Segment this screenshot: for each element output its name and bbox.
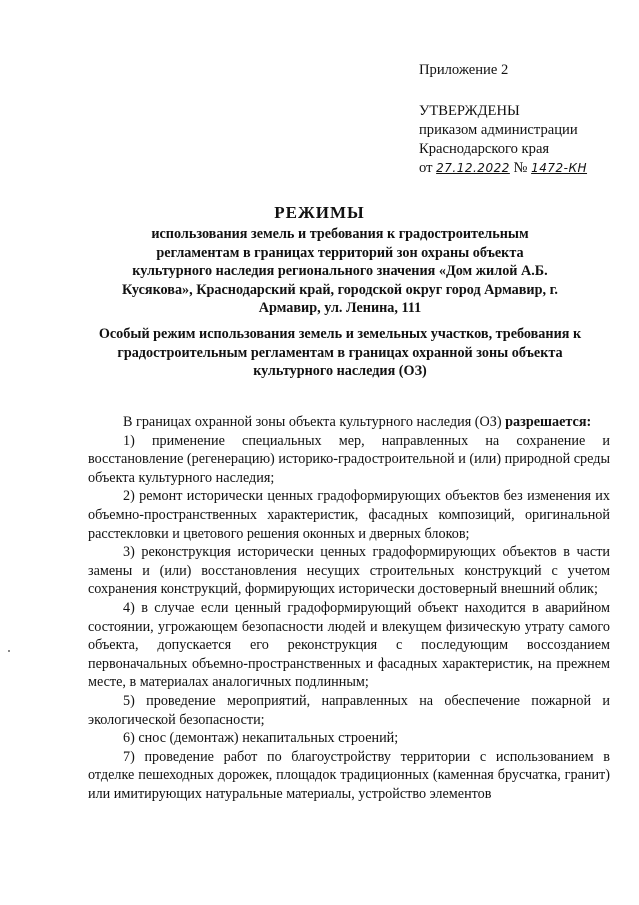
allowed-label: разрешается: [505,414,592,430]
list-item: 4) в случае если ценный градоформирующий объект находится в аварийном состоянии, угрожающем безопасности людей и влекущем физическую утрату самого объекта, допускается его реконструкция с последующим воссозданием первоначальных объемно-пространственных и фасадных характеристик, на прежнем месте, в материалах аналогичных подлинным; [88,599,610,691]
scan-speck [8,650,10,652]
approval-block [419,61,587,178]
section-heading: Особый режим использования земель и земельных участков, требования к градостроительным регламентам в границах охранной зоны объекта культурного наследия (ОЗ) [98,326,582,379]
intro-text: В границах охранной зоны объекта культурного наследия (ОЗ) [123,414,502,430]
intro-paragraph [88,413,610,432]
handwritten-number: 1472-КН [531,161,588,175]
approved-region-line: Краснодарского края [419,141,550,157]
from-prefix: от [419,160,433,176]
list-item: 5) проведение мероприятий, направленных на обеспечение пожарной и экологической безопасности; [88,692,610,728]
document-subtitle: использования земель и требования к градостроительным регламентам в границах территорий зон охраны объекта культурного наследия регионального значения «Дом жилой А.Б. Кусякова», Краснодарский край, городской округ город Армавир, г. Армавир, ул. Ленина, 111 [122,226,558,316]
document-body [88,413,610,803]
handwritten-date: 27.12.2022 [436,161,510,175]
order-date-line [419,159,587,178]
approved-by-line: приказом администрации [419,122,578,138]
list-item: 1) применение специальных мер, направленных на сохранение и восстановление (регенерацию) историко-градостроительной и (или) природной среды объекта культурного наследия; [88,432,610,486]
number-prefix: № [513,160,528,176]
appendix-label: Приложение 2 [419,62,509,78]
list-item: 3) реконструкция исторически ценных градоформирующих объектов в части замены и (или) восстановления несущих строительных конструкций с учетом сохранения конструкций, формирующих исторически достоверный внешний облик; [88,544,610,598]
list-item: 7) проведение работ по благоустройству территории с использованием в отделке пешеходных дорожек, площадок традиционных (каменная брусчатка, гранит) или имитирующих натуральные материалы, устройство элементов [88,748,610,802]
list-item: 6) снос (демонтаж) некапитальных строений; [123,730,399,747]
list-item: 2) ремонт исторически ценных градоформирующих объектов без изменения их объемно-пространственных характеристик, фасадных композиций, оригинальной расстекловки и цветового решения оконных и дверных блоков; [88,488,610,542]
document-title: РЕЖИМЫ [274,203,365,222]
approved-label: УТВЕРЖДЕНЫ [419,103,520,119]
